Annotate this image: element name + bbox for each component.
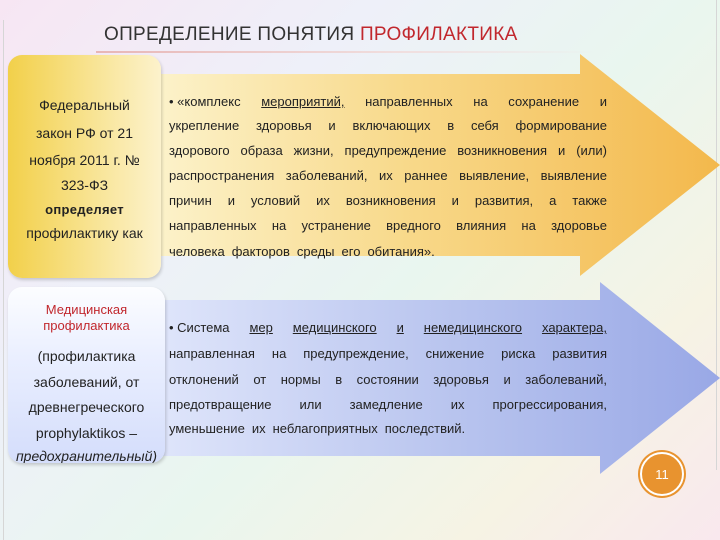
- medical-line-2: заболеваний, от: [33, 374, 140, 390]
- medical-definition-line-2: направленная на предупреждение, снижение риска развития: [169, 346, 607, 361]
- definition-line-5: причин и условий их возникновения и развития, а также: [169, 193, 607, 208]
- medical-heading-1: Медицинская: [45, 302, 128, 317]
- law-definition-box: [8, 55, 161, 278]
- title-part-1: ОПРЕДЕЛЕНИЕ ПОНЯТИЯ: [104, 24, 355, 45]
- title-underline: [96, 51, 596, 53]
- definition-line-2: укрепление здоровья и включающих в себя формирование: [169, 118, 607, 133]
- law-line-2: закон РФ от 21: [36, 125, 133, 141]
- law-line-1: Федеральный: [39, 97, 130, 113]
- medical-line-1: (профилактика: [37, 348, 136, 364]
- medical-prevention-box: [8, 287, 165, 463]
- law-line-5: определяет: [45, 202, 124, 217]
- medical-definition-line-5: уменьшение их неблагоприятных последствий.: [169, 421, 466, 436]
- law-line-6: профилактику как: [26, 225, 143, 241]
- frame-right-line: [716, 0, 717, 470]
- law-line-3: ноября 2011 г. №: [29, 152, 140, 168]
- definition-line-7: человека факторов среды его обитания».: [169, 244, 435, 259]
- medical-heading-2: профилактика: [43, 318, 130, 333]
- frame-left-line: [3, 20, 4, 540]
- medical-definition-line-1: • Система мер медицинского и немедицинского характера,: [169, 320, 607, 335]
- medical-definition-line-3: отклонений от нормы в состоянии здоровья и заболеваний,: [169, 372, 607, 387]
- medical-line-3: древнегреческого: [28, 399, 145, 415]
- law-line-4: 323-ФЗ: [60, 177, 109, 193]
- medical-line-5: предохранительный): [15, 448, 158, 463]
- definition-line-6: направленных на устранение вредного влияния на здоровье: [169, 218, 607, 233]
- top-arrow-shape: [150, 54, 720, 276]
- definition-line-1: • «комплекс мероприятий, направленных на сохранение и: [169, 94, 607, 109]
- title-part-2: ПРОФИЛАКТИКА: [359, 24, 518, 45]
- page-title: [104, 24, 518, 46]
- definition-line-4: распространения заболеваний, их раннее выявление, выявление: [169, 168, 607, 183]
- medical-line-4: prophylaktikos –: [35, 425, 138, 441]
- definition-line-3: здорового образа жизни, предупреждение возникновения и (или): [169, 143, 607, 158]
- medical-definition-line-4: предотвращение или замедление их прогрессирования,: [169, 397, 607, 412]
- page-number-badge: 11: [640, 452, 684, 496]
